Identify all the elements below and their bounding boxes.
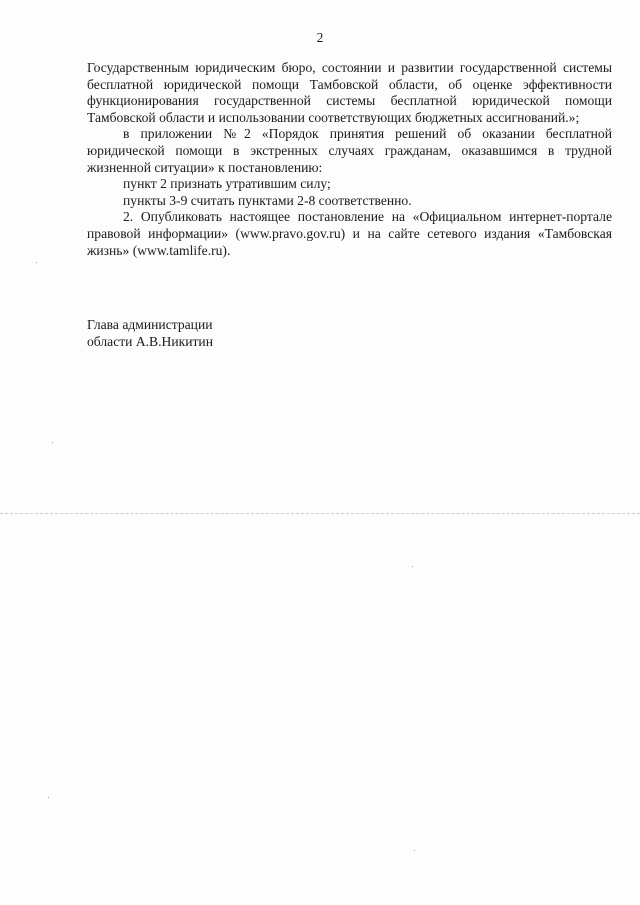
scan-speck [412,566,413,567]
paragraph-continuation: Государственным юридическим бюро, состоянии и развитии государственной системы бесплатной юридической помощи Тамбовской области, об оценке эффективности функционирования государственной системы бесплатной юридической помощи Тамбовской области и использовании соответствующих бюджетных ассигнований.»; [87,60,612,125]
signature-name: области А.В.Никитин [87,333,213,349]
paragraph-items-renumbered: пункты 3-9 считать пунктами 2-8 соответственно. [123,192,412,208]
scan-speck [52,442,53,443]
scan-speck [36,262,37,263]
scan-speck [48,797,49,798]
signature-title: Глава администрации [87,317,213,332]
paragraph-item-2-repealed: пункт 2 признать утратившим силу; [123,176,331,192]
page-number: 2 [316,30,324,45]
paragraph-appendix-2: в приложении №2 «Порядок принятия решений об оказании бесплатной юридической помощи в экстренных случаях гражданам, оказавшимся в трудной жизненной ситуации» к постановлению: [87,126,612,175]
scan-speck [414,850,415,851]
signature-block [87,317,213,350]
scan-fold-line [0,513,640,514]
paragraph-publication-order: 2. Опубликовать настоящее постановление на «Официальном интернет-портале правовой информации» (www.pravo.gov.ru) и на сайте сетевого издания «Тамбовская жизнь» (www.tamlife.ru). [87,209,612,258]
document-body [87,60,612,259]
